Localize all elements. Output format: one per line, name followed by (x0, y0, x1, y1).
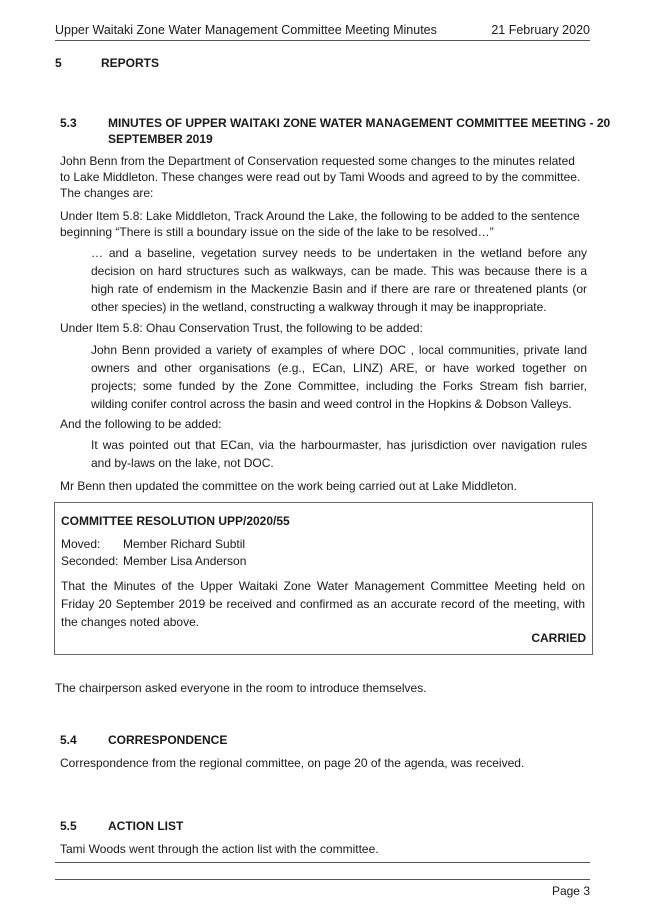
moved-label: Moved: (61, 537, 101, 551)
moved-value: Member Richard Subtil (123, 537, 246, 551)
paragraph-intro: John Benn from the Department of Conservation requested some changes to the minutes related to Lake Middleton. These changes were read out by Tami Woods and agreed to by the committee. The changes are: (60, 154, 581, 200)
resolution-text: That the Minutes of the Upper Waitaki Zone Water Management Committee Meeting held on Friday 20 September 2019 be received and confirmed as an accurate record of the meeting, with the changes noted above. (61, 579, 585, 629)
quote-ohau-trust: John Benn provided a variety of examples of where DOC , local communities, private land owners and other organisations (e.g., ECan, LINZ) ARE, or have worked together on projects; some funded by the Zone Committee, including the Forks Stream fish barrier, wilding conifer control across the basin and weed control in the Hopkins & Dobson Valleys. (91, 343, 587, 411)
section-5-5-number: 5.5 (60, 819, 77, 833)
quote-ecan: It was pointed out that ECan, via the harbourmaster, has jurisdiction over navigation rules and by-laws on the lake, not DOC. (91, 438, 587, 470)
footer-divider-lower (55, 879, 590, 880)
page-number: Page 3 (551, 884, 590, 898)
paragraph-and-following: And the following to be added: (60, 417, 222, 431)
section-5-4-title: CORRESPONDENCE (108, 733, 228, 747)
paragraph-introductions: The chairperson asked everyone in the room to introduce themselves. (55, 681, 427, 695)
section-5-3-title-line2: SEPTEMBER 2019 (108, 132, 213, 146)
committee-resolution-box (54, 502, 593, 655)
paragraph-mr-benn: Mr Benn then updated the committee on the work being carried out at Lake Middleton. (60, 479, 517, 493)
section-5-4-number: 5.4 (60, 733, 77, 747)
seconded-label: Seconded: (61, 554, 119, 568)
header-date: 21 February 2020 (491, 23, 590, 37)
section-5-3-title-line1: MINUTES OF UPPER WAITAKI ZONE WATER MANAGEMENT COMMITTEE MEETING - 20 (108, 116, 611, 130)
seconded-value: Member Lisa Anderson (123, 554, 247, 568)
section-5-number: 5 (55, 56, 62, 70)
quote-lake-middleton: … and a baseline, vegetation survey needs to be undertaken in the wetland before any decision on hard structures such as walkways, can be made. This was because there is a high rate of endemism in the Mackenzie Basin and if there are rare or threatened plants (or other species) in the wetland, constructing a walkway through it may be inappropriate. (91, 246, 587, 314)
section-5-5-title: ACTION LIST (108, 819, 184, 833)
section-5-title: REPORTS (101, 56, 160, 70)
resolution-status: CARRIED (531, 631, 586, 645)
action-list-text: Tami Woods went through the action list with the committee. (60, 842, 379, 856)
paragraph-item-5-8-ohau: Under Item 5.8: Ohau Conservation Trust, the following to be added: (60, 321, 423, 335)
section-5-3-number: 5.3 (60, 116, 77, 130)
header-title: Upper Waitaki Zone Water Management Committee Meeting Minutes (55, 23, 437, 37)
resolution-title: COMMITTEE RESOLUTION UPP/2020/55 (61, 514, 290, 528)
footer-divider (55, 862, 590, 863)
page-header (55, 22, 590, 41)
correspondence-text: Correspondence from the regional committee, on page 20 of the agenda, was received. (60, 756, 525, 770)
paragraph-item-5-8-lake: Under Item 5.8: Lake Middleton, Track Around the Lake, the following to be added to the sentence beginning “There is still a boundary issue on the side of the lake to be resolved…” (60, 209, 580, 239)
